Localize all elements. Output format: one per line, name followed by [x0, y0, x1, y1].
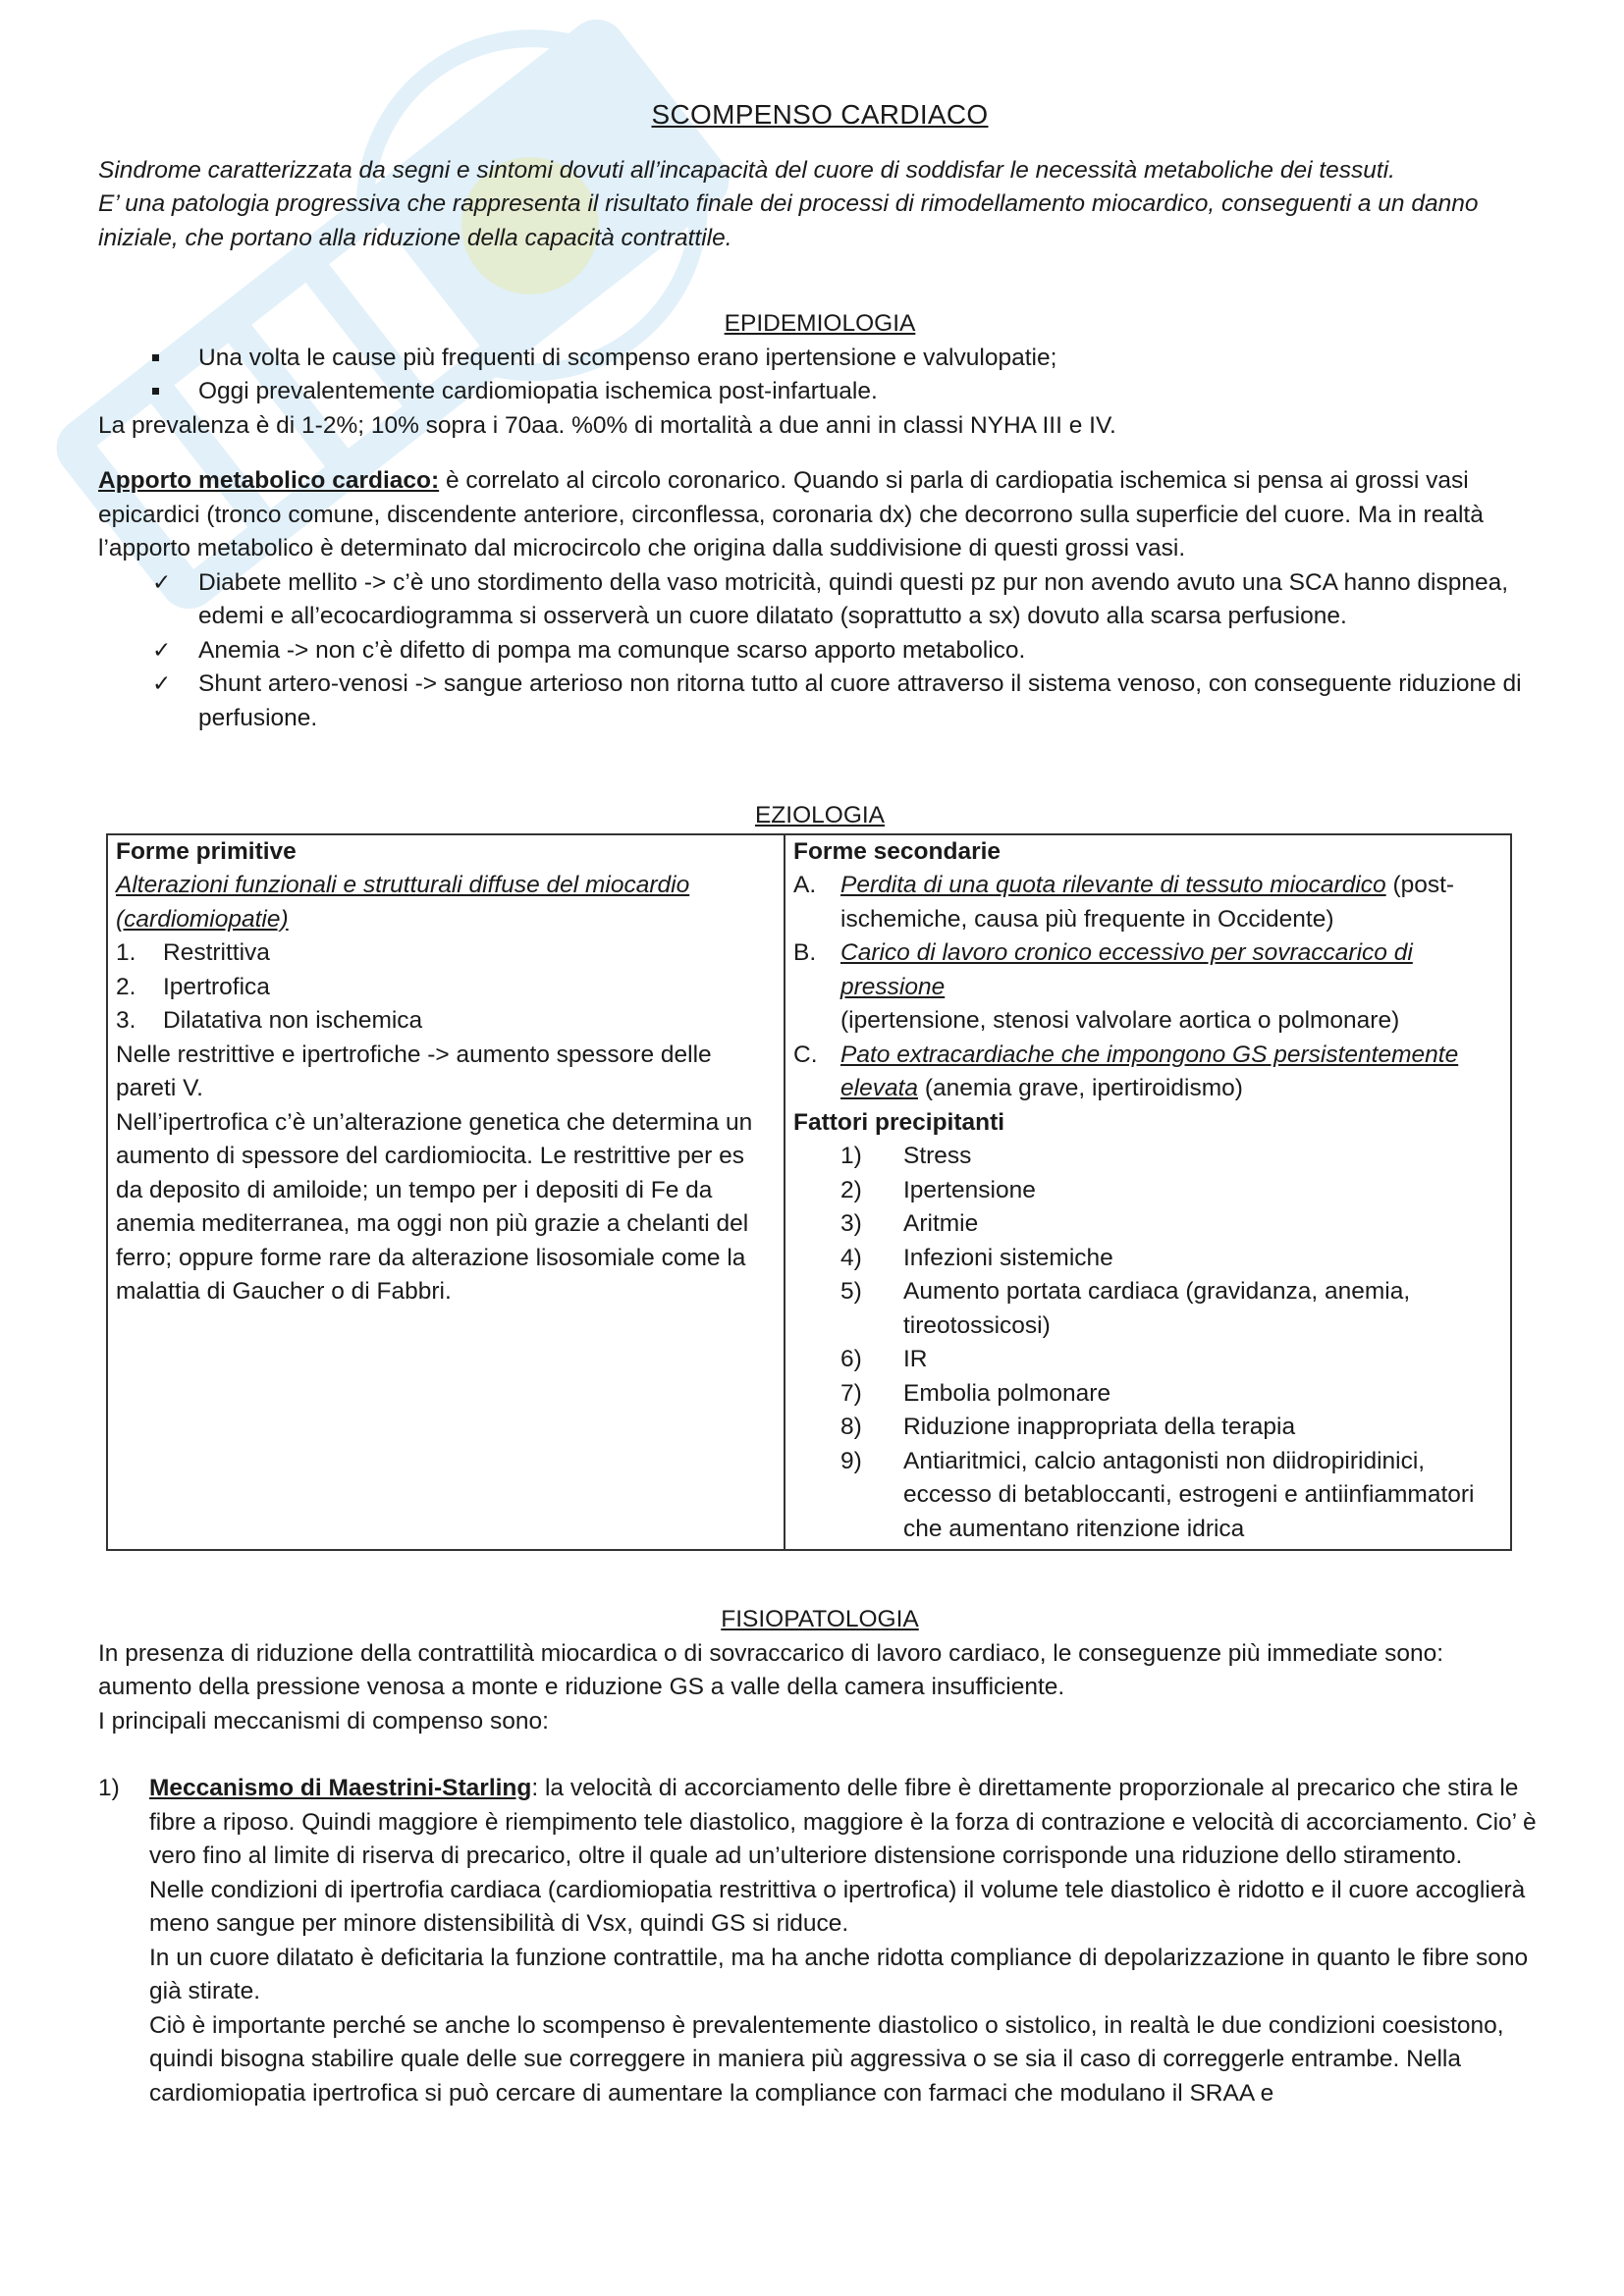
forme-primitive-title: Forme primitive	[116, 837, 297, 865]
forme-primitive-subtitle: Alterazioni funzionali e strutturali diffuse del miocardio (cardiomiopatie)	[116, 872, 690, 933]
meccanismo-label: Meccanismo di Maestrini-Starling	[149, 1775, 532, 1801]
list-item: A. Perdita di una quota rilevante di tessuto miocardico (post-ischemiche, causa più frequente in Occidente)	[793, 872, 1455, 933]
fisiopatologia-para-2: I principali meccanismi di compenso sono:	[98, 1707, 549, 1735]
list-item: 1) Stress	[840, 1143, 972, 1169]
forme-secondarie-list	[793, 869, 1502, 1106]
intro-line-1: Sindrome caratterizzata da segni e sintomi dovuti all’incapacità del cuore di soddisfar le necessità metaboliche dei tessuti.	[98, 156, 1395, 184]
list-item: 7) Embolia polmonare	[840, 1379, 1111, 1407]
prevalence-text: La prevalenza è di 1-2%; 10% sopra i 70aa. %0% di mortalità a due anni in classi NYHA III e IV.	[98, 411, 1116, 439]
fisiopatologia-para-1: In presenza di riduzione della contrattilità miocardica o di sovraccarico di lavoro cardiaco, le conseguenze più immediate sono: aumento della pressione venosa a monte e riduzione GS a valle della camera insufficiente.	[98, 1639, 1444, 1700]
list-item: 9) Antiaritmici, calcio antagonisti non diidropiridinici, eccesso di betabloccanti, estrogeni e antiinfiammatori che aumentano ritenzione idrica	[840, 1447, 1475, 1542]
intro-line-2: E’ una patologia progressiva che rappresenta il risultato finale dei processi di rimodellamento miocardico, conseguenti a un danno iniziale, che portano alla riduzione della capacità contrattile.	[98, 190, 1479, 251]
apporto-checklist	[98, 566, 1542, 736]
page-title: SCOMPENSO CARDIACO	[651, 99, 989, 130]
list-item: 2) Ipertensione	[840, 1176, 1036, 1203]
forme-primitive-list	[116, 936, 776, 1039]
list-item: 3. Dilatativa non ischemica	[116, 1007, 423, 1034]
forme-primitive-para-2: Nell’ipertrofica c’è un’alterazione genetica che determina un aumento di spessore del cardiomiocita. Le restrittive per es da deposito di amiloide; un tempo per i depositi di Fe da anemia mediterranea, ma oggi non più grazie a chelanti del ferro; oppure forme rare da alterazione lisosomiale come la malattia di Gaucher o di Fabbri.	[116, 1108, 753, 1305]
list-item: 3) Aritmie	[840, 1210, 979, 1237]
meccanismo-marker: 1)	[98, 1775, 120, 1801]
forme-secondarie-title: Forme secondarie	[793, 837, 1001, 865]
meccanismo-para-4: Ciò è importante perché se anche lo scompenso è prevalentemente diastolico o sistolico, in realtà le due condizioni coesistono, quindi bisogna stabilire quale delle sue correggere in maniera più aggressiva o se sia il caso di correggerle entrambe. Nella cardiomiopatia ipertrofica si può cercare di aumentare la compliance con farmaci che modulano il SRAA e	[149, 2011, 1504, 2107]
apporto-paragraph	[98, 464, 1542, 566]
meccanismo-para-1: Meccanismo di Maestrini-Starling: la velocità di accorciamento delle fibre è direttamente proporzionale al precarico che stira le fibre a riposo. Quindi maggiore è riempimento tele diastolico, maggiore è la forza di contrazione e velocità di accorciamento. Cio’ è vero fino al limite di riserva di precarico, oltre il quale ad un’ulteriore distensione corrisponde una riduzione dello stiramento.	[149, 1775, 1537, 1869]
forme-primitive-para-1: Nelle restrittive e ipertrofiche -> aumento spessore delle pareti V.	[116, 1041, 712, 1101]
document-body	[98, 98, 1542, 2110]
section-title-epidemiologia: EPIDEMIOLOGIA	[724, 310, 916, 337]
check-item: ✓ Shunt artero-venosi -> sangue arterioso non ritorna tutto al cuore attraverso il sistema venoso, con conseguente riduzione di perfusione.	[98, 667, 1542, 735]
meccanismo-item	[98, 1772, 1542, 2110]
check-item: ✓ Anemia -> non c’è difetto di pompa ma comunque scarso apporto metabolico.	[98, 634, 1542, 668]
list-item: C. Pato extracardiache che impongono GS persistentemente elevata (anemia grave, ipertiroidismo)	[793, 1041, 1459, 1101]
list-item: Oggi prevalentemente cardiomiopatia ischemica post-infartuale.	[98, 375, 1542, 409]
apporto-label: Apporto metabolico cardiaco:	[98, 467, 440, 494]
check-item: ✓ Diabete mellito -> c’è uno stordimento della vaso motricità, quindi questi pz pur non avendo avuto una SCA hanno dispnea, edemi e all’ecocardiogramma si osserverà un cuore dilatato (soprattutto a sx) dovuto alla scarsa perfusione.	[98, 566, 1542, 634]
meccanismo-para-3: In un cuore dilatato è deficitaria la funzione contrattile, ma ha anche ridotta compliance di depolarizzazione in quanto le fibre sono già stirate.	[149, 1944, 1529, 2004]
list-item: 4) Infezioni sistemiche	[840, 1244, 1113, 1271]
epidemiologia-list	[98, 342, 1542, 409]
list-item: 6) IR	[840, 1346, 928, 1372]
list-item: 1. Restrittiva	[116, 939, 270, 966]
forme-secondarie-cell	[785, 834, 1511, 1551]
list-item: Una volta le cause più frequenti di scompenso erano ipertensione e valvulopatie;	[98, 342, 1542, 376]
fattori-precipitanti-title: Fattori precipitanti	[793, 1108, 1005, 1136]
section-title-eziologia: EZIOLOGIA	[754, 802, 886, 828]
list-item: B. Carico di lavoro cronico eccessivo per sovraccarico di pressione (ipertensione, stenosi valvolare aortica o polmonare)	[793, 939, 1413, 1034]
list-item: 2. Ipertrofica	[116, 973, 270, 1000]
section-title-fisiopatologia: FISIOPATOLOGIA	[721, 1606, 919, 1632]
list-item: 5) Aumento portata cardiaca (gravidanza, anemia, tireotossicosi)	[840, 1278, 1411, 1339]
eziologia-table	[106, 833, 1512, 1552]
list-item: 8) Riduzione inappropriata della terapia	[840, 1414, 1296, 1440]
fattori-precipitanti-list	[793, 1140, 1502, 1546]
meccanismo-para-2: Nelle condizioni di ipertrofia cardiaca (cardiomiopatia restrittiva o ipertrofica) il volume tele diastolico è ridotto e il cuore accoglierà meno sangue per minore distensibilità di Vsx, quindi GS si riduce.	[149, 1876, 1526, 1937]
apporto-text: è correlato al circolo coronarico. Quando si parla di cardiopatia ischemica si pensa ai grossi vasi epicardici (tronco comune, discendente anteriore, circonflessa, coronaria dx) che decorrono sulla superficie del cuore. Ma in realtà l’apporto metabolico è determinato dal microcircolo che origina dalla suddivisione di questi grossi vasi.	[98, 467, 1484, 561]
forme-primitive-cell	[107, 834, 785, 1551]
